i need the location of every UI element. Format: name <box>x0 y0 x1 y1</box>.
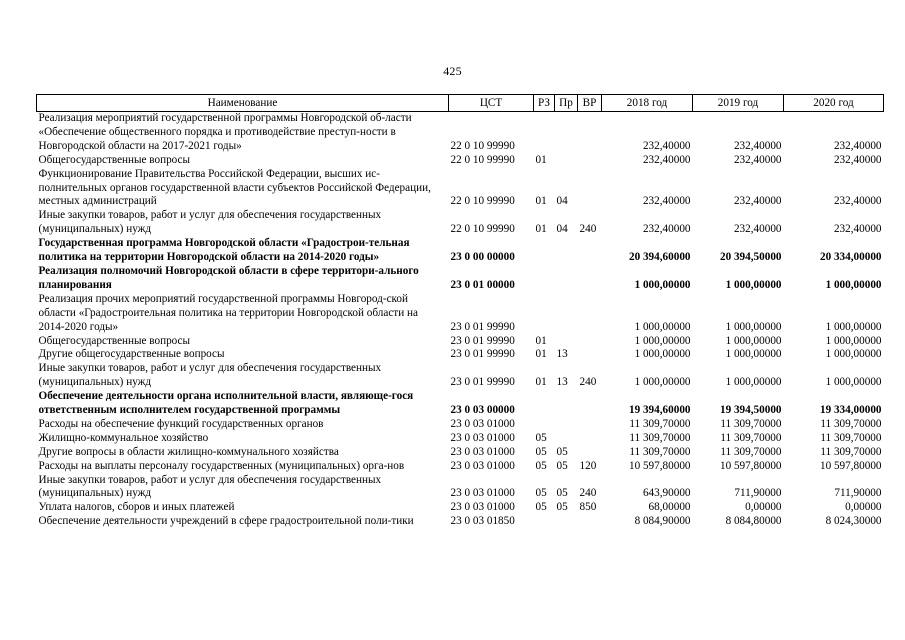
row-cst: 23 0 03 01000 <box>450 431 515 444</box>
row-value-2018: 11 309,70000 <box>629 445 691 458</box>
row-value-2020: 0,00000 <box>845 501 882 514</box>
row-rz <box>534 515 555 529</box>
row-value-2019: 232,40000 <box>733 223 782 236</box>
row-value-2020: 11 309,70000 <box>820 445 882 458</box>
row-rz: 05 <box>535 487 547 500</box>
row-rz: 05 <box>535 431 547 444</box>
row-value-2018: 1 000,00000 <box>634 376 691 389</box>
row-value-2019: 8 084,80000 <box>725 515 782 528</box>
row-pr: 05 <box>556 487 568 500</box>
row-name: Другие общегосударственные вопросы <box>38 348 225 361</box>
row-value-2020: 232,40000 <box>833 223 882 236</box>
row-rz: 01 <box>535 348 547 361</box>
row-vr <box>578 335 602 349</box>
row-value-2019: 11 309,70000 <box>720 445 782 458</box>
row-vr <box>578 154 602 168</box>
row-value-2018: 11 309,70000 <box>629 431 691 444</box>
row-cst: 23 0 01 00000 <box>450 278 515 291</box>
row-value-2020: 232,40000 <box>833 139 882 152</box>
row-vr: 240 <box>579 223 597 236</box>
row-vr <box>578 390 602 418</box>
row-value-2020: 20 334,00000 <box>819 251 882 264</box>
table-row <box>37 265 884 293</box>
row-pr: 13 <box>556 348 568 361</box>
table-row <box>37 112 884 154</box>
row-value-2018: 1 000,00000 <box>634 320 691 333</box>
row-value-2020: 1 000,00000 <box>825 334 882 347</box>
row-name: Иные закупки товаров, работ и услуг для обеспечения государственных (муниципальных) нужд <box>38 473 382 500</box>
row-rz: 01 <box>535 195 547 208</box>
row-rz: 01 <box>535 153 547 166</box>
row-value-2019: 11 309,70000 <box>720 417 782 430</box>
row-value-2018: 8 084,90000 <box>634 515 691 528</box>
row-cst: 23 0 03 01000 <box>450 501 515 514</box>
header-pr: Пр <box>555 95 578 112</box>
row-rz: 05 <box>535 459 547 472</box>
row-cst: 23 0 00 00000 <box>450 251 515 264</box>
row-rz <box>534 237 555 265</box>
table-row <box>37 446 884 460</box>
table-row <box>37 362 884 390</box>
header-row <box>37 95 884 112</box>
row-cst: 23 0 01 99990 <box>450 376 515 389</box>
row-value-2019: 232,40000 <box>733 139 782 152</box>
row-rz: 01 <box>535 376 547 389</box>
table-row <box>37 501 884 515</box>
header-year-2020: 2020 год <box>784 95 884 112</box>
header-year-2019: 2019 год <box>693 95 784 112</box>
row-value-2020: 10 597,80000 <box>819 459 882 472</box>
row-value-2018: 643,90000 <box>642 487 691 500</box>
table-body <box>37 112 884 530</box>
row-cst: 23 0 03 01850 <box>450 515 515 528</box>
row-pr <box>555 390 578 418</box>
row-value-2020: 1 000,00000 <box>825 320 882 333</box>
row-vr <box>578 418 602 432</box>
table-row <box>37 168 884 210</box>
row-value-2020: 19 334,00000 <box>819 404 882 417</box>
row-value-2020: 11 309,70000 <box>820 417 882 430</box>
table-row <box>37 474 884 502</box>
table-row <box>37 432 884 446</box>
row-vr <box>578 432 602 446</box>
row-rz: 01 <box>535 334 547 347</box>
row-value-2018: 232,40000 <box>642 195 691 208</box>
row-name: Иные закупки товаров, работ и услуг для обеспечения государственных (муниципальных) нужд <box>38 209 382 236</box>
row-pr <box>555 432 578 446</box>
row-value-2019: 232,40000 <box>733 195 782 208</box>
row-value-2018: 20 394,60000 <box>628 251 691 264</box>
row-value-2019: 11 309,70000 <box>720 431 782 444</box>
row-name: Реализация мероприятий государственной программы Новгородской об-ласти «Обеспечение общественного порядка и противодействие преступ-ности в Новгородской области на 2017-2021 годы» <box>38 112 412 152</box>
row-name: Реализация полномочий Новгородской области в сфере территори-ального планирования <box>38 264 419 291</box>
row-pr <box>555 265 578 293</box>
row-cst: 23 0 01 99990 <box>450 334 515 347</box>
row-cst: 23 0 01 99990 <box>450 348 515 361</box>
row-value-2018: 10 597,80000 <box>628 459 691 472</box>
row-pr <box>555 515 578 529</box>
row-cst: 23 0 03 00000 <box>450 404 515 417</box>
row-name: Государственная программа Новгородской области «Градострои-тельная политика на территории Новгородской области на 2014-2020 годы» <box>38 237 410 264</box>
row-cst: 22 0 10 99990 <box>450 139 515 152</box>
row-value-2020: 1 000,00000 <box>825 376 882 389</box>
row-rz <box>534 418 555 432</box>
row-name: Жилищно-коммунальное хозяйство <box>38 431 209 444</box>
row-cst: 23 0 03 01000 <box>450 445 515 458</box>
budget-table <box>36 94 884 529</box>
row-rz <box>534 265 555 293</box>
row-rz <box>534 112 555 154</box>
header-rz: РЗ <box>534 95 555 112</box>
table-row <box>37 335 884 349</box>
row-name: Расходы на обеспечение функций государственных органов <box>38 417 324 430</box>
table-row <box>37 460 884 474</box>
row-rz <box>534 293 555 335</box>
row-vr <box>578 293 602 335</box>
row-name: Уплата налогов, сборов и иных платежей <box>38 501 235 514</box>
row-vr <box>578 237 602 265</box>
row-pr <box>555 112 578 154</box>
row-value-2018: 68,00000 <box>648 501 691 514</box>
row-pr: 05 <box>556 445 568 458</box>
row-value-2019: 20 394,50000 <box>719 251 782 264</box>
row-vr <box>578 348 602 362</box>
row-cst: 23 0 03 01000 <box>450 487 515 500</box>
row-rz: 01 <box>535 223 547 236</box>
table-header <box>37 95 884 112</box>
row-value-2019: 232,40000 <box>733 153 782 166</box>
row-name: Иные закупки товаров, работ и услуг для обеспечения государственных (муниципальных) нужд <box>38 362 382 389</box>
row-name: Обеспечение деятельности учреждений в сфере градостроительной поли-тики <box>38 515 414 528</box>
row-name: Расходы на выплаты персоналу государственных (муниципальных) орга-нов <box>38 459 405 472</box>
row-cst: 22 0 10 99990 <box>450 195 515 208</box>
row-pr <box>555 293 578 335</box>
row-value-2018: 232,40000 <box>642 153 691 166</box>
row-value-2018: 11 309,70000 <box>629 417 691 430</box>
row-cst: 22 0 10 99990 <box>450 153 515 166</box>
table-row <box>37 390 884 418</box>
row-vr: 850 <box>579 501 597 514</box>
row-value-2019: 1 000,00000 <box>725 278 782 291</box>
row-rz: 05 <box>535 501 547 514</box>
row-value-2020: 11 309,70000 <box>820 431 882 444</box>
row-value-2018: 19 394,60000 <box>628 404 691 417</box>
header-vr: ВР <box>578 95 602 112</box>
table-row <box>37 515 884 529</box>
table-row <box>37 209 884 237</box>
row-value-2019: 1 000,00000 <box>725 376 782 389</box>
row-value-2018: 1 000,00000 <box>634 334 691 347</box>
table-row <box>37 348 884 362</box>
row-value-2019: 1 000,00000 <box>725 348 782 361</box>
row-vr <box>578 265 602 293</box>
row-cst: 23 0 01 99990 <box>450 320 515 333</box>
header-name: Наименование <box>37 95 449 112</box>
table-row <box>37 418 884 432</box>
row-value-2020: 711,90000 <box>834 487 882 500</box>
row-pr: 05 <box>556 501 568 514</box>
row-pr <box>555 154 578 168</box>
header-cst: ЦСТ <box>449 95 534 112</box>
table-row <box>37 237 884 265</box>
row-name: Общегосударственные вопросы <box>38 153 191 166</box>
page-number: 425 <box>443 64 462 78</box>
row-cst: 23 0 03 01000 <box>450 417 515 430</box>
row-pr: 04 <box>556 195 568 208</box>
row-pr <box>555 418 578 432</box>
row-value-2018: 1 000,00000 <box>634 278 691 291</box>
row-pr <box>555 335 578 349</box>
row-vr <box>578 168 602 210</box>
row-vr: 120 <box>579 459 597 472</box>
row-name: Общегосударственные вопросы <box>38 334 191 347</box>
row-cst: 23 0 03 01000 <box>450 459 515 472</box>
row-vr: 240 <box>579 487 597 500</box>
header-year-2018: 2018 год <box>602 95 693 112</box>
row-pr: 13 <box>556 376 568 389</box>
row-value-2019: 1 000,00000 <box>725 320 782 333</box>
row-rz <box>534 390 555 418</box>
row-value-2020: 1 000,00000 <box>825 348 882 361</box>
row-value-2019: 0,00000 <box>745 501 782 514</box>
row-vr <box>578 112 602 154</box>
table-row <box>37 293 884 335</box>
row-pr: 05 <box>556 459 568 472</box>
row-value-2019: 10 597,80000 <box>719 459 782 472</box>
row-value-2019: 1 000,00000 <box>725 334 782 347</box>
row-value-2019: 711,90000 <box>734 487 782 500</box>
row-name: Другие вопросы в области жилищно-коммунального хозяйства <box>38 445 339 458</box>
row-value-2020: 8 024,30000 <box>825 515 882 528</box>
row-name: Обеспечение деятельности органа исполнительной власти, являюще-гося ответственным исполнителем государственной программы <box>38 390 414 417</box>
row-value-2018: 232,40000 <box>642 139 691 152</box>
row-value-2020: 1 000,00000 <box>825 278 882 291</box>
row-value-2019: 19 394,50000 <box>719 404 782 417</box>
row-name: Функционирование Правительства Российской Федерации, высших ис-полнительных органов государственной власти субъектов Российской Федерации, местных администраций <box>38 167 431 208</box>
row-pr <box>555 237 578 265</box>
row-vr: 240 <box>579 376 597 389</box>
row-value-2018: 1 000,00000 <box>634 348 691 361</box>
row-rz: 05 <box>535 445 547 458</box>
row-value-2020: 232,40000 <box>833 153 882 166</box>
row-pr: 04 <box>556 223 568 236</box>
row-cst: 22 0 10 99990 <box>450 223 515 236</box>
table-row <box>37 154 884 168</box>
row-vr <box>578 446 602 460</box>
row-value-2018: 232,40000 <box>642 223 691 236</box>
row-value-2020: 232,40000 <box>833 195 882 208</box>
row-name: Реализация прочих мероприятий государственной программы Новгород-ской области «Градостроительная политика на территории Новгородской области на 2014-2020 годы» <box>38 292 418 333</box>
row-vr <box>578 515 602 529</box>
